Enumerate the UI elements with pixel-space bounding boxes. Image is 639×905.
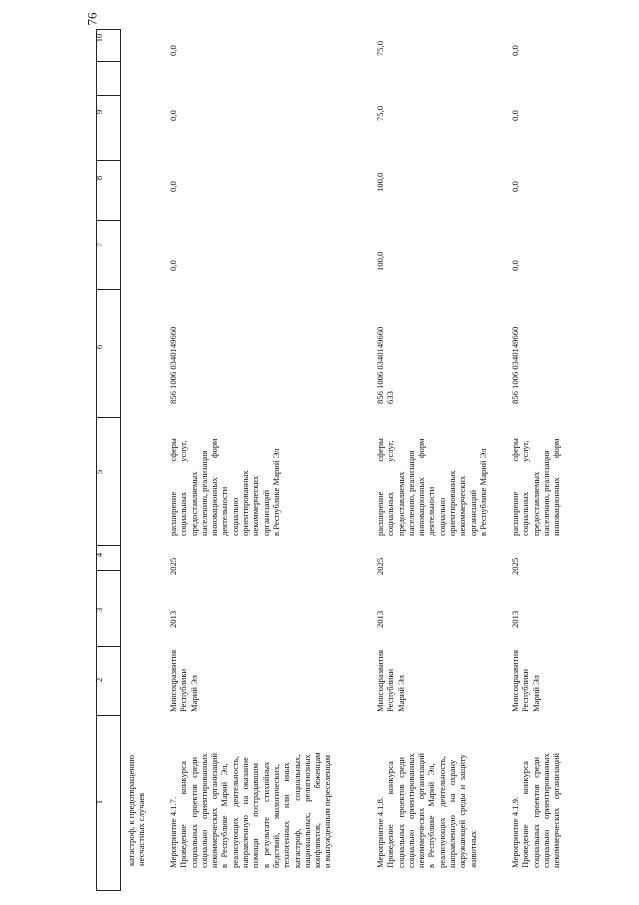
column-header: 2	[94, 677, 104, 683]
header-separator	[96, 715, 120, 716]
value-col9: 0,0	[168, 110, 178, 121]
value-col9: 0,0	[510, 110, 520, 121]
executor: Минсоцразвития Республики Марий Эл	[510, 649, 541, 712]
value-col10: 75,0	[375, 40, 385, 56]
header-separator	[96, 646, 120, 647]
header-separator	[96, 220, 120, 221]
column-header: 6	[94, 344, 104, 350]
header-separator	[96, 95, 120, 96]
executor: Минсоцразвития Республики Марий Эл	[375, 649, 406, 712]
value-col7: 0,0	[510, 260, 520, 271]
column-header: 7	[94, 242, 104, 248]
column-header: 10	[94, 33, 104, 43]
end-year: 2025	[168, 557, 178, 575]
value-col10: 0,0	[510, 45, 520, 56]
executor: Минсоцразвития Республики Марий Эл	[168, 649, 199, 712]
event-description: Мероприятие 4.1.8. Проведение конкурса социальных проектов среди социально ориентированных некоммерческих организаций в Республике Марий Эл, реализующих деятельность, направленную на охрану окружающей среды и защиту животных	[375, 752, 478, 868]
expected-result: расширение сферы социальных услуг, предоставляемых населению, реализация инновационных форм деятельности социально ориентированных некоммерческих организаций в Республике Марий Эл	[168, 438, 281, 536]
header-separator	[96, 417, 120, 418]
event-description: Мероприятие 4.1.7. Проведение конкурса социальных проектов среди социально ориентированных некоммерческих организаций в Республике Марий Эл, реализующих деятельность, направленную на оказание помощи пострадавшим в результате стихийных бедствий, экологических, техногенных или иных катастроф, социальных, национальных, религиозных конфликтов, беженцам и вынужденным переселенцам	[168, 752, 333, 868]
budget-code: 856 1006 0340149660	[168, 326, 178, 404]
start-year: 2013	[510, 610, 520, 628]
column-header: 5	[94, 469, 104, 475]
table-header-left-line	[96, 29, 97, 891]
expected-result: расширение сферы социальных услуг, предоставляемых населению, реализация инновационных форм	[510, 438, 562, 536]
value-col7: 0,0	[168, 260, 178, 271]
budget-code: 856 1006 0340149660	[510, 326, 520, 404]
end-year: 2025	[375, 557, 385, 575]
column-header: 9	[94, 109, 104, 115]
column-header: 4	[94, 552, 104, 558]
header-separator	[96, 61, 120, 62]
column-header: 1	[94, 799, 104, 805]
table-bottom-line	[96, 890, 120, 891]
value-col10: 0,0	[168, 45, 178, 56]
value-col8: 0,0	[168, 181, 178, 192]
continuation-text: катастроф, к предотвращению несчастных случаев	[126, 755, 147, 866]
value-col8: 0,0	[510, 181, 520, 192]
table-header-right-line	[120, 29, 121, 891]
column-header: 3	[94, 607, 104, 613]
header-separator	[96, 160, 120, 161]
column-header: 8	[94, 175, 104, 181]
start-year: 2013	[168, 610, 178, 628]
start-year: 2013	[375, 610, 385, 628]
value-col9: 75,0	[375, 105, 385, 121]
header-separator	[96, 289, 120, 290]
event-description: Мероприятие 4.1.9. Проведение конкурса социальных проектов среди социально ориентированных некоммерческих организаций	[510, 752, 562, 868]
page-number: 76	[84, 12, 100, 26]
end-year: 2025	[510, 557, 520, 575]
value-col7: 100,0	[375, 251, 385, 271]
value-col8: 100,0	[375, 172, 385, 192]
budget-code: 856 1006 0340149660 633	[375, 326, 396, 404]
header-separator	[96, 570, 120, 571]
expected-result: расширение сферы социальных услуг, предоставляемых населению, реализация инновационных форм деятельности социально ориентированных некоммерческих организаций в Республике Марий Эл	[375, 438, 488, 536]
